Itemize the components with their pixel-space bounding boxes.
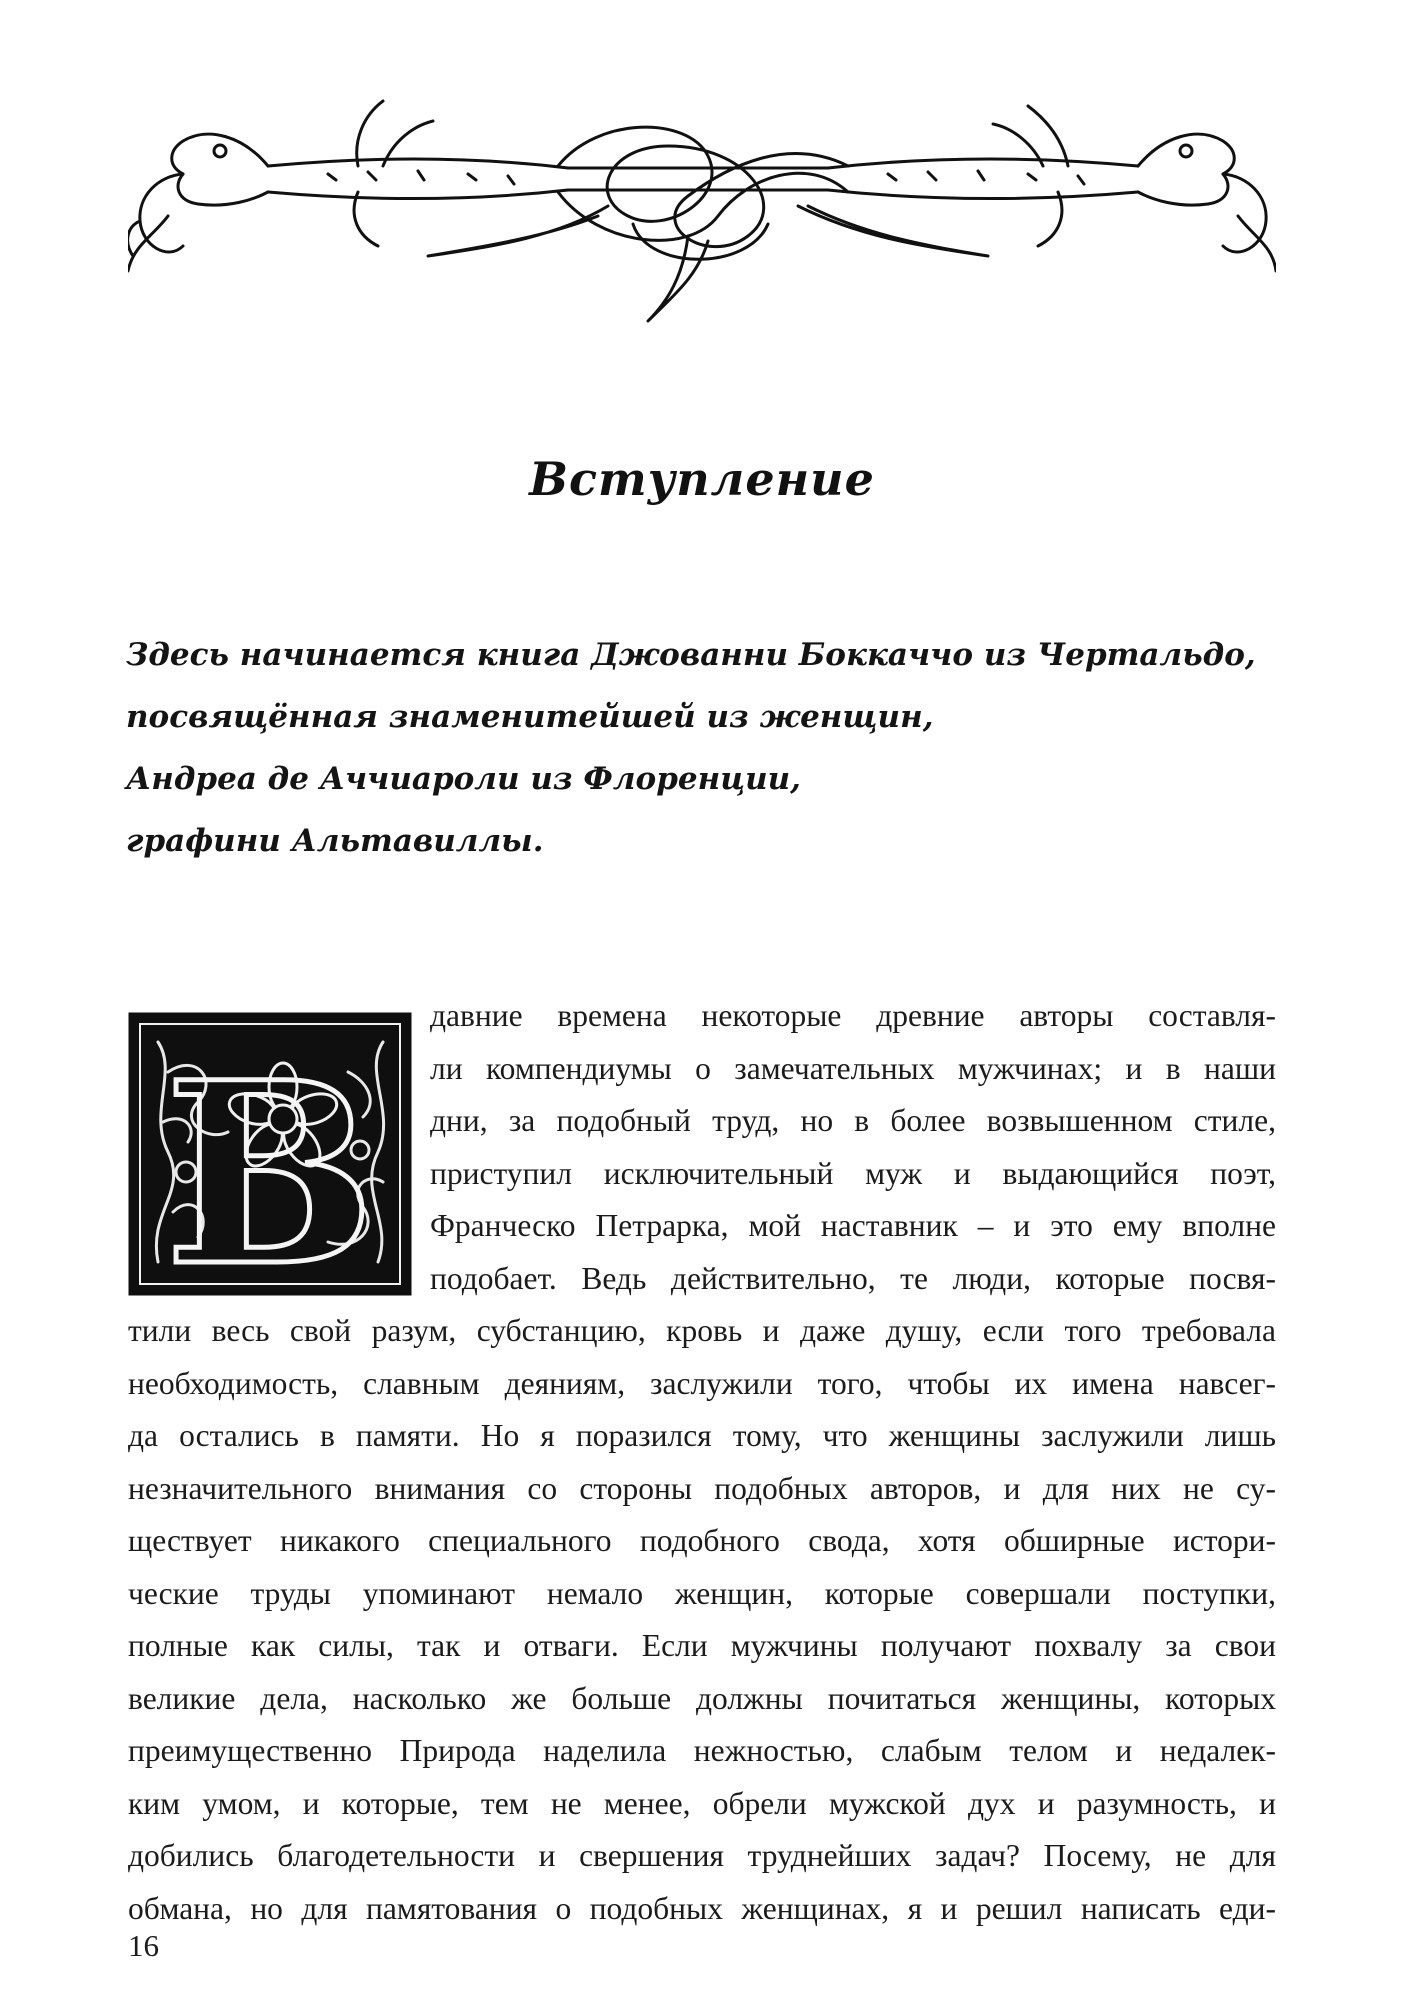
body-line: обмана, но для памятования о подобных женщинах, я и решил написать еди-: [128, 1890, 1276, 1926]
body-line: незначительного внимания со стороны подобных авторов, и для них не су-: [128, 1470, 1276, 1506]
chapter-title: Вступление: [529, 452, 875, 506]
dedication-line: Здесь начинается книга Джованни Боккаччо из Чертальдо,: [126, 637, 1256, 673]
body-line: тили весь свой разум, субстанцию, кровь и даже душу, если того требовала: [128, 1313, 1276, 1348]
body-line: преимущественно Природа наделила нежностью, слабым телом и недалек-: [128, 1733, 1276, 1768]
page-number: 16: [128, 1928, 159, 1963]
body-text: [128, 990, 1276, 1935]
body-line: дни, за подобный труд, но в более возвышенном стиле,: [430, 1103, 1276, 1138]
body-line: давние времена некоторые древние авторы составля-: [430, 998, 1276, 1033]
dropcap-letter: В: [164, 1027, 376, 1296]
body-line: подобает. Ведь действительно, те люди, которые посвя-: [430, 1260, 1276, 1296]
body-line: ли компендиумы о замечательных мужчинах; и в наши: [430, 1050, 1276, 1086]
body-line: полные как силы, так и отваги. Если мужчины получают похвалу за свои: [128, 1628, 1276, 1663]
body-line: великие дела, насколько же больше должны почитаться женщины, которых: [128, 1680, 1276, 1716]
dedication-line: Андреа де Аччиароли из Флоренции,: [126, 761, 801, 797]
body-line: приступил исключительный муж и выдающийся поэт,: [430, 1155, 1276, 1191]
dedication-block: [126, 624, 1276, 872]
body-line: ким умом, и которые, тем не менее, обрели мужской дух и разумность, и: [128, 1785, 1276, 1821]
body-line: да остались в памяти. Но я поразился тому, что женщины заслужили лишь: [128, 1418, 1276, 1453]
body-line: ществует никакого специального подобного свода, хотя обширные истори-: [128, 1523, 1276, 1558]
body-line: Франческо Петрарка, мой наставник – и это ему вполне: [430, 1208, 1276, 1243]
header-ornament-icon: [128, 96, 1276, 326]
body-line: ческие труды упоминают немало женщин, которые совершали поступки,: [128, 1575, 1276, 1611]
body-line: необходимость, славным деяниям, заслужили того, чтобы их имена навсег-: [128, 1365, 1276, 1401]
dedication-line: посвящённая знаменитейшей из женщин,: [126, 699, 934, 735]
dedication-line: графини Альтавиллы.: [126, 823, 544, 859]
body-line: добились благодетельности и свершения труднейших задач? Посему, не для: [128, 1838, 1276, 1873]
